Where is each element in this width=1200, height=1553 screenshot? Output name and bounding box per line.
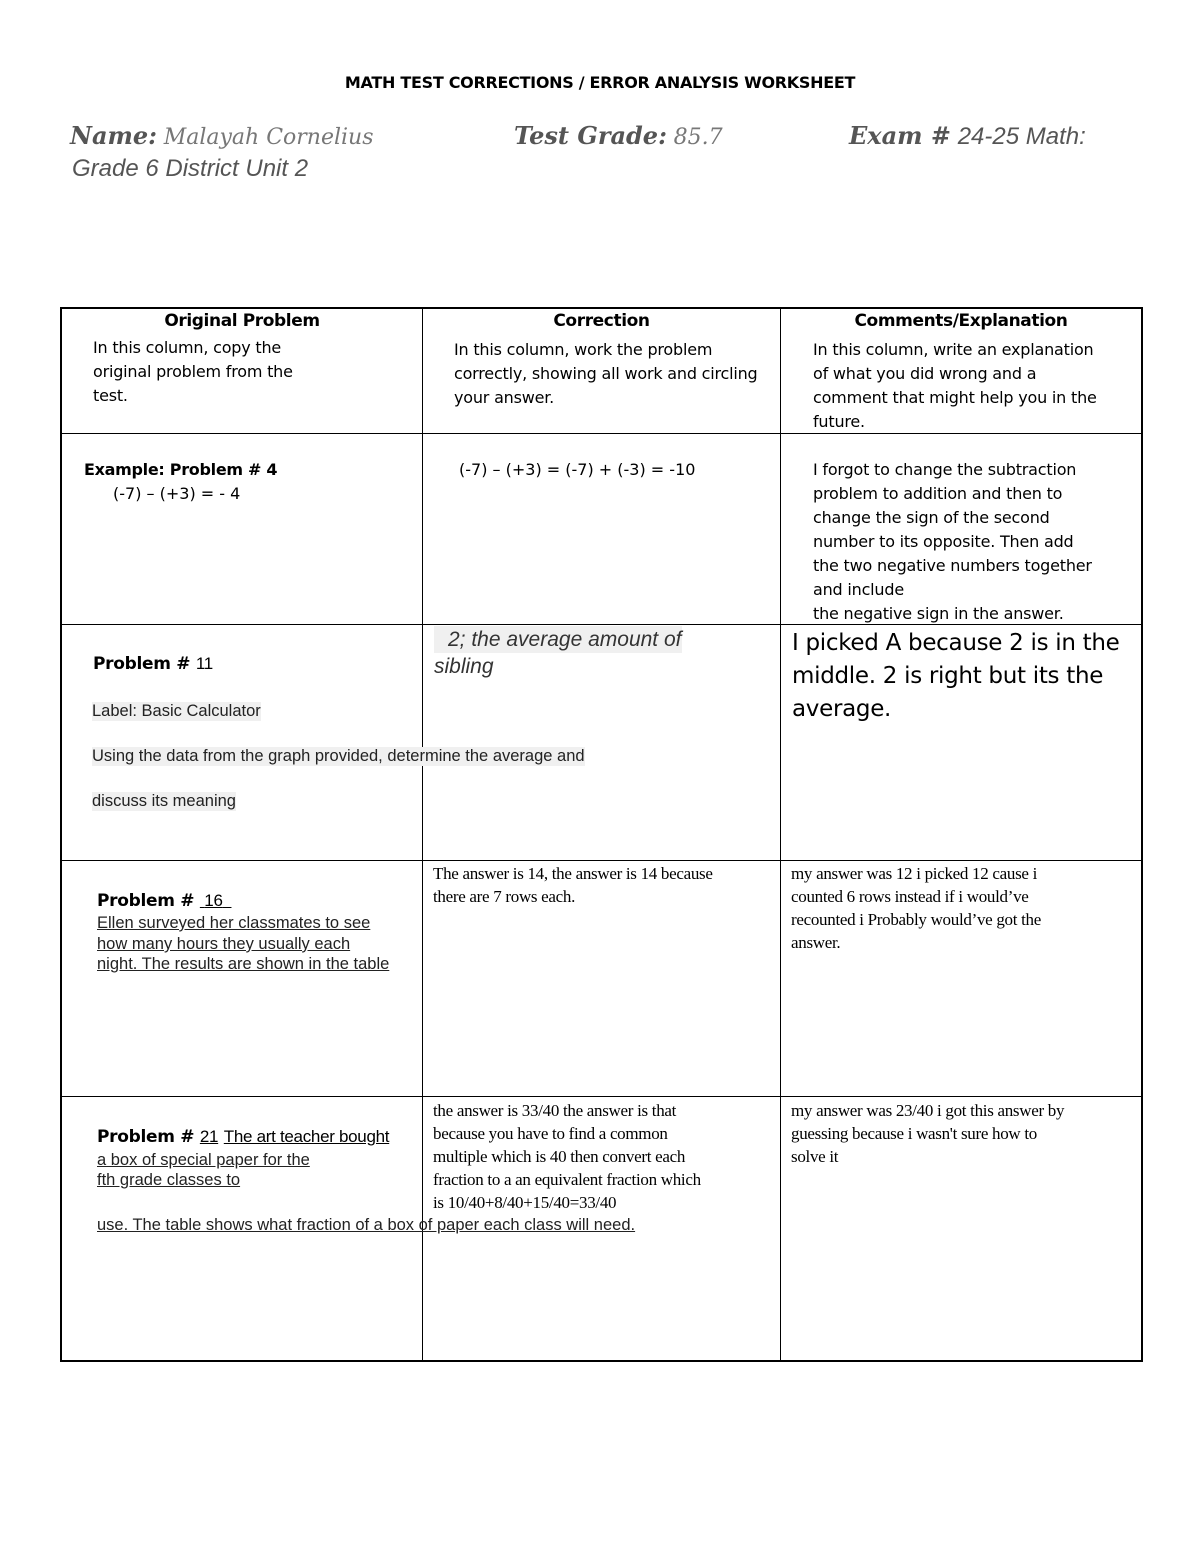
problem-21-label: Problem # 21 The art teacher bought <box>97 1127 390 1147</box>
problem-16-correction: The answer is 14, the answer is 14 because there are 7 rows each. <box>433 864 713 906</box>
exam-label: Exam # <box>849 121 952 150</box>
problem-11-comment: I picked A because 2 is in the middle. 2 is right but its the average. <box>792 630 1120 722</box>
name-label: Name: <box>70 121 158 150</box>
problem-11-line: discuss its meaning <box>92 792 236 810</box>
example-correction: (-7) – (+3) = (-7) + (-3) = -10 <box>459 460 696 479</box>
problem-11-label: Problem # 11 <box>93 654 213 674</box>
column-heading-original: Original Problem <box>164 311 320 331</box>
test-grade-label: Test Grade: <box>514 121 667 150</box>
name-field <box>70 121 374 151</box>
example-original: (-7) – (+3) = - 4 <box>113 484 241 503</box>
problem-11-line: Label: Basic Calculator <box>92 702 261 720</box>
example-comment: I forgot to change the subtraction problem to addition and then to change the sign of the second number to its opposite. Then add the two negative numbers together and include the negative sign in the answer. <box>813 460 1092 623</box>
problem-21-correction: the answer is 33/40 the answer is that because you have to find a common multiple which is 40 then convert each fraction to a an equivalent fraction which is 10/40+8/40+15/40=33/40 <box>433 1101 701 1212</box>
exam-field <box>849 121 1086 151</box>
problem-21-line: a box of special paper for the <box>97 1151 310 1169</box>
name-value: Malayah Cornelius <box>163 125 374 150</box>
column-heading-correction: Correction <box>553 311 650 331</box>
problem-16-comment: my answer was 12 i picked 12 cause i counted 6 rows instead if i would’ve recounted i Probably would’ve got the answer. <box>791 864 1041 952</box>
problem-21-line: fth grade classes to <box>97 1171 241 1189</box>
instructions-correction: In this column, work the problem correctly, showing all work and circling your answer. <box>454 340 758 407</box>
instructions-comments: In this column, write an explanation of what you did wrong and a comment that might help you in the future. <box>813 340 1097 431</box>
problem-11-line: Using the data from the graph provided, determine the average and <box>92 747 585 765</box>
instructions-original: In this column, copy the original problem from the test. <box>93 338 293 405</box>
problem-16-label: Problem # 16 <box>97 891 223 911</box>
test-grade-value: 85.7 <box>673 125 723 150</box>
problem-11-correction: 2; the average amount of sibling <box>434 628 682 678</box>
problem-16-line: how many hours they usually each <box>97 935 351 953</box>
example-label: Example: Problem # 4 <box>84 460 278 479</box>
problem-16-line: Ellen surveyed her classmates to see <box>97 914 371 932</box>
exam-value-continued: Grade 6 District Unit 2 <box>72 155 309 182</box>
exam-value: 24-25 Math: <box>957 123 1086 150</box>
problem-21-line: use. The table shows what fraction of a box of paper each class will need. <box>97 1216 636 1234</box>
test-grade-field <box>514 121 723 151</box>
problem-16-line: night. The results are shown in the table <box>97 955 390 973</box>
page-title: MATH TEST CORRECTIONS / ERROR ANALYSIS WORKSHEET <box>344 73 856 92</box>
column-heading-comments: Comments/Explanation <box>854 311 1068 331</box>
problem-21-comment: my answer was 23/40 i got this answer by guessing because i wasn't sure how to solve it <box>791 1101 1065 1166</box>
